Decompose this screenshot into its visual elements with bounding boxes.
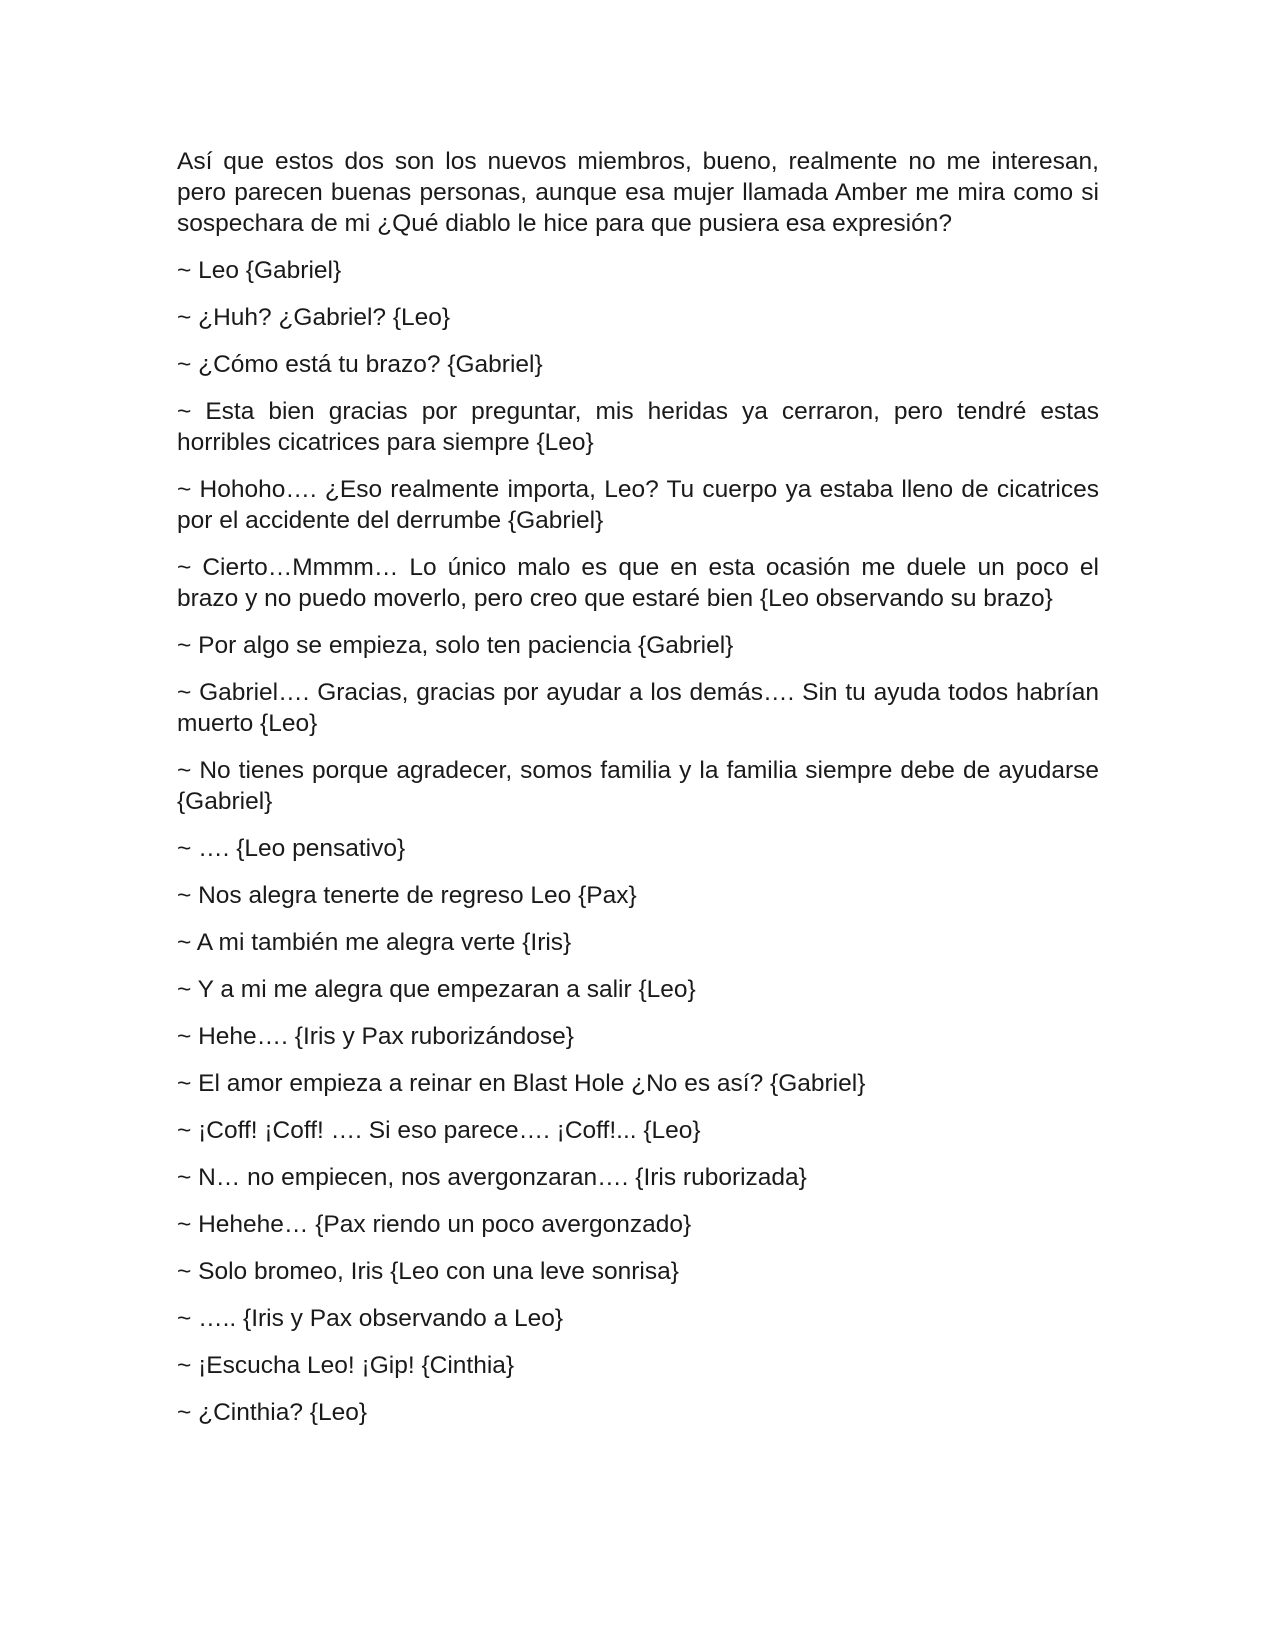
dialogue-line: ~ ¿Cómo está tu brazo? {Gabriel} xyxy=(177,351,543,378)
intro-paragraph: Así que estos dos son los nuevos miembros, bueno, realmente no me interesan, pero parecen buenas personas, aunque esa mujer llamada Amber me mira como si sospechara de mi ¿Qué diablo le hice para que pusiera esa expresión? xyxy=(177,148,1099,237)
dialogue-line: ~ Hohoho…. ¿Eso realmente importa, Leo? Tu cuerpo ya estaba lleno de cicatrices por el accidente del derrumbe {Gabriel} xyxy=(177,476,1099,534)
dialogue-line: ~ ¡Escucha Leo! ¡Gip! {Cinthia} xyxy=(177,1352,515,1379)
dialogue-line: ~ ¿Cinthia? {Leo} xyxy=(177,1399,368,1426)
dialogue-line: ~ …. {Leo pensativo} xyxy=(177,835,406,862)
dialogue-line: ~ ….. {Iris y Pax observando a Leo} xyxy=(177,1305,564,1332)
dialogue-line: ~ Solo bromeo, Iris {Leo con una leve sonrisa} xyxy=(177,1258,679,1285)
dialogue-line: ~ A mi también me alegra verte {Iris} xyxy=(177,929,572,956)
dialogue-line: ~ ¡Coff! ¡Coff! …. Si eso parece…. ¡Coff!... {Leo} xyxy=(177,1117,701,1144)
dialogue-line: ~ No tienes porque agradecer, somos familia y la familia siempre debe de ayudarse {Gabriel} xyxy=(177,757,1099,815)
dialogue-line: ~ Y a mi me alegra que empezaran a salir {Leo} xyxy=(177,976,696,1003)
dialogue-line: ~ El amor empieza a reinar en Blast Hole ¿No es así? {Gabriel} xyxy=(177,1070,866,1097)
dialogue-line: ~ Esta bien gracias por preguntar, mis heridas ya cerraron, pero tendré estas horribles cicatrices para siempre {Leo} xyxy=(177,398,1099,456)
dialogue-line: ~ Leo {Gabriel} xyxy=(177,257,342,284)
dialogue-line: ~ Por algo se empieza, solo ten paciencia {Gabriel} xyxy=(177,632,734,659)
dialogue-line: ~ Hehehe… {Pax riendo un poco avergonzado} xyxy=(177,1211,692,1238)
dialogue-line: ~ ¿Huh? ¿Gabriel? {Leo} xyxy=(177,304,451,331)
document-body xyxy=(177,146,1099,1444)
dialogue-line: ~ N… no empiecen, nos avergonzaran…. {Iris ruborizada} xyxy=(177,1164,807,1191)
dialogue-line: ~ Hehe…. {Iris y Pax ruborizándose} xyxy=(177,1023,574,1050)
dialogue-line: ~ Cierto…Mmmm… Lo único malo es que en esta ocasión me duele un poco el brazo y no puedo moverlo, pero creo que estaré bien {Leo observando su brazo} xyxy=(177,554,1099,612)
dialogue-line: ~ Nos alegra tenerte de regreso Leo {Pax} xyxy=(177,882,637,909)
dialogue-line: ~ Gabriel…. Gracias, gracias por ayudar a los demás…. Sin tu ayuda todos habrían muerto {Leo} xyxy=(177,679,1099,737)
